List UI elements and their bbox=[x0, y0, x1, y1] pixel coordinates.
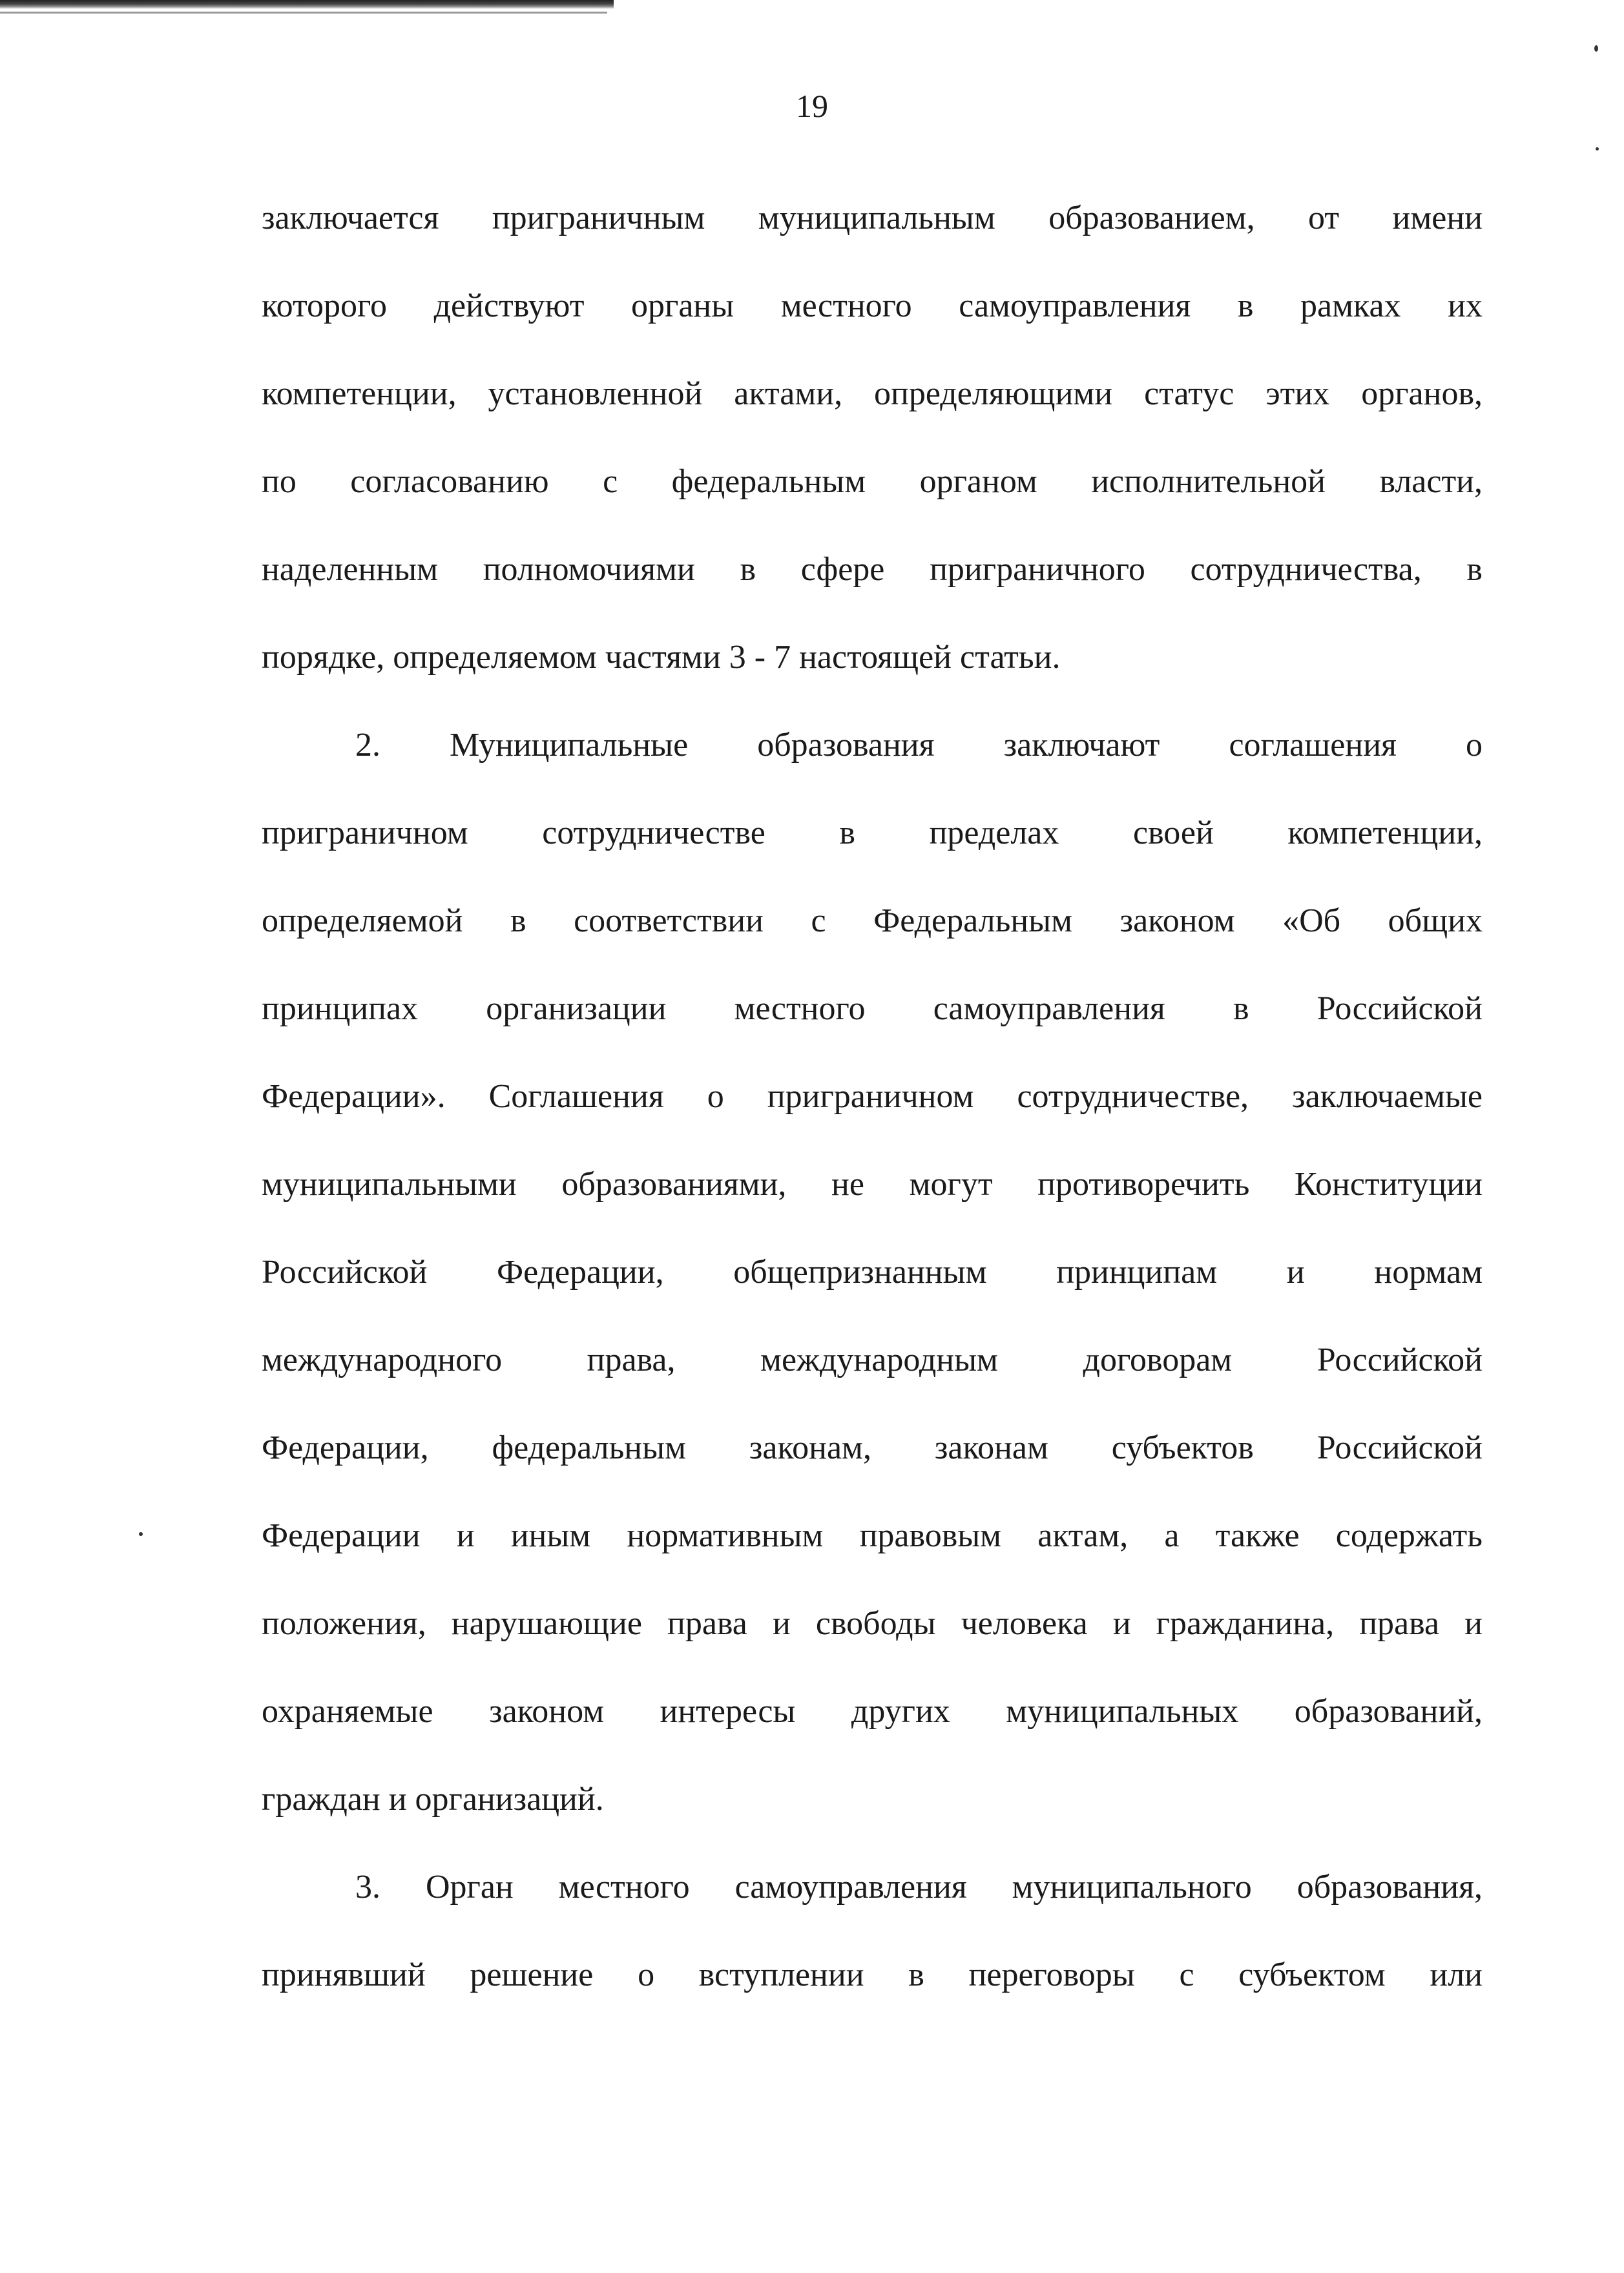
text-line: которого действуют органы местного самоуправления в рамках их bbox=[262, 287, 1483, 324]
text-line: заключается приграничным муниципальным образованием, от имени bbox=[262, 200, 1483, 236]
document-body bbox=[262, 174, 1483, 2019]
text-line: по согласованию с федеральным органом исполнительной власти, bbox=[262, 463, 1483, 500]
paragraph-2-start: 2. Муниципальные образования заключают соглашения о bbox=[355, 727, 1483, 763]
scan-speck bbox=[139, 1532, 143, 1536]
text-line: порядке, определяемом частями 3 - 7 настоящей статьи. bbox=[262, 639, 1061, 676]
text-line: граждан и организаций. bbox=[262, 1781, 604, 1818]
text-line: положения, нарушающие права и свободы человека и гражданина, права и bbox=[262, 1605, 1483, 1642]
text-line: Российской Федерации, общепризнанным принципам и нормам bbox=[262, 1254, 1483, 1291]
scan-speck bbox=[1594, 45, 1598, 52]
text-line: наделенным полномочиями в сфере приграничного сотрудничества, в bbox=[262, 551, 1483, 588]
text-line: муниципальными образованиями, не могут противоречить Конституции bbox=[262, 1166, 1483, 1203]
scan-top-edge-line bbox=[0, 12, 607, 14]
text-line: принципах организации местного самоуправления в Российской bbox=[262, 990, 1483, 1027]
text-line: Федерации и иным нормативным правовым актам, а также содержать bbox=[262, 1517, 1483, 1554]
text-line: международного права, международным договорам Российской bbox=[262, 1342, 1483, 1378]
scan-top-edge bbox=[0, 0, 614, 9]
text-line: компетенции, установленной актами, определяющими статус этих органов, bbox=[262, 375, 1483, 412]
text-line: Федерации». Соглашения о приграничном сотрудничестве, заключаемые bbox=[262, 1078, 1483, 1115]
scan-speck bbox=[1596, 147, 1599, 150]
text-line: охраняемые законом интересы других муниципальных образований, bbox=[262, 1693, 1483, 1730]
text-line: приграничном сотрудничестве в пределах своей компетенции, bbox=[262, 815, 1483, 851]
text-line: определяемой в соответствии с Федеральным законом «Об общих bbox=[262, 902, 1483, 939]
text-line: Федерации, федеральным законам, законам субъектов Российской bbox=[262, 1429, 1483, 1466]
text-line: принявший решение о вступлении в переговоры с субъектом или bbox=[262, 1956, 1483, 1993]
page-number: 19 bbox=[796, 88, 828, 124]
paragraph-3-start: 3. Орган местного самоуправления муниципального образования, bbox=[355, 1869, 1483, 1905]
